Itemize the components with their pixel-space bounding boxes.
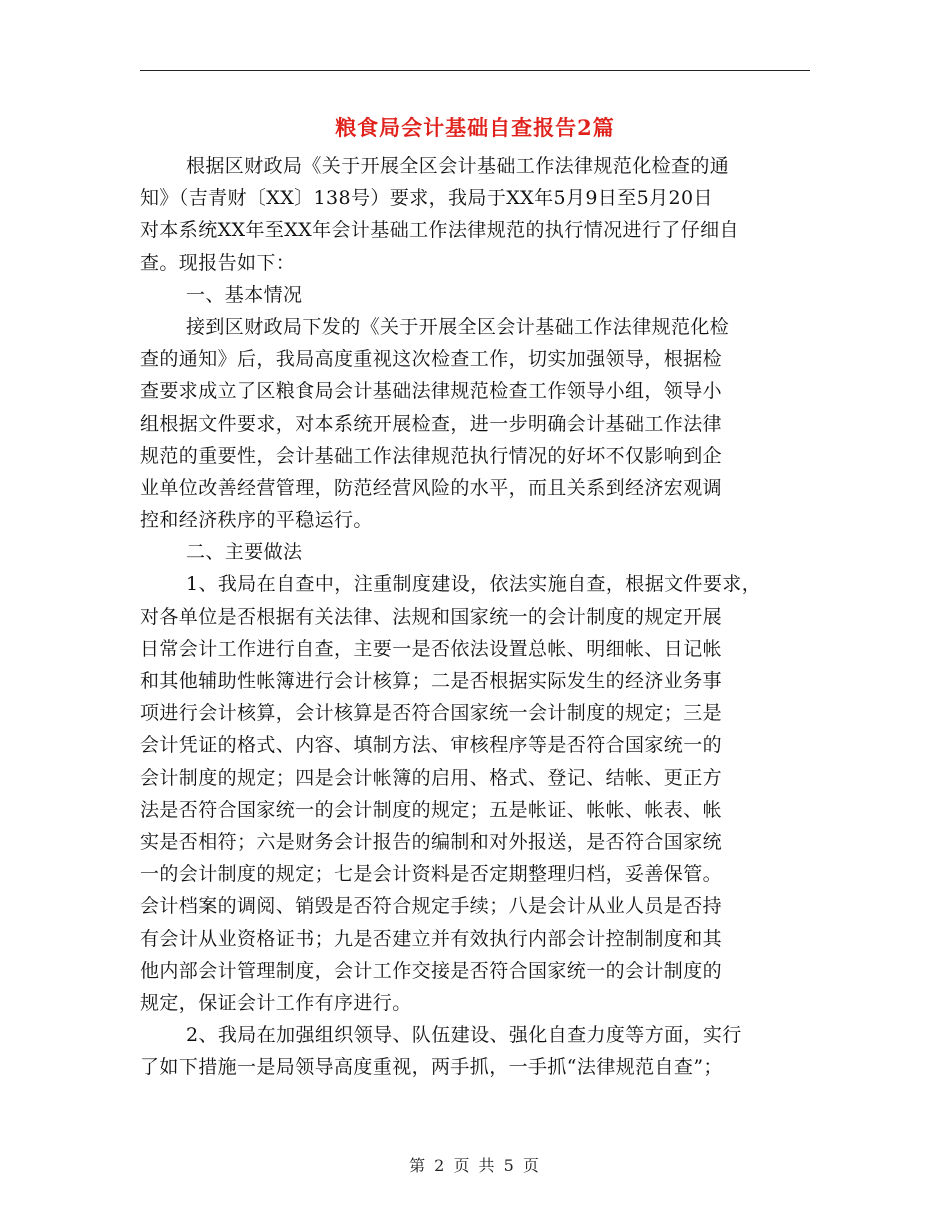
paragraph-line: 查。现报告如下： (140, 251, 296, 274)
paragraph-line: 他内部会计管理制度，会计工作交接是否符合国家统一的会计制度的 (140, 959, 723, 982)
paragraph-line: 有会计从业资格证书；九是否建立并有效执行内部会计控制制度和其 (140, 927, 723, 950)
paragraph-line: 组根据文件要求，对本系统开展检查，进一步明确会计基础工作法律 (140, 412, 723, 435)
paragraph-line: 业单位改善经营管理，防范经营风险的水平，而且关系到经济宏观调 (140, 476, 723, 499)
paragraph-line: 会计档案的调阅、销毁是否符合规定手续；八是会计从业人员是否持 (140, 895, 723, 918)
paragraph-line: 规定，保证会计工作有序进行。 (140, 991, 412, 1014)
paragraph-line: 会计凭证的格式、内容、填制方法、审核程序等是否符合国家统一的 (140, 734, 723, 757)
paragraph-line: 一的会计制度的规定；七是会计资料是否定期整理归档，妥善保管。 (140, 863, 723, 886)
paragraph-line: 根据区财政局《关于开展全区会计基础工作法律规范化检查的通 (186, 155, 730, 177)
section-heading: 一、基本情况 (186, 283, 303, 306)
paragraph-line: 1、我局在自查中，注重制度建设，依法实施自查，根据文件要求， (186, 573, 762, 596)
paragraph-line: 日常会计工作进行自查，主要一是否依法设置总帐、明细帐、日记帐 (140, 637, 723, 660)
paragraph-line: 接到区财政局下发的《关于开展全区会计基础工作法律规范化检 (186, 315, 730, 338)
paragraph-line: 控和经济秩序的平稳运行。 (140, 509, 373, 532)
paragraph-line: 2、我局在加强组织领导、队伍建设、强化自查力度等方面，实行 (186, 1024, 742, 1047)
page-number: 第 2 页 共 5 页 (409, 1156, 541, 1175)
paragraph-line: 实是否相符；六是财务会计报告的编制和对外报送，是否符合国家统 (140, 830, 723, 853)
paragraph-line: 和其他辅助性帐簿进行会计核算；二是否根据实际发生的经济业务事 (140, 670, 723, 692)
paragraph-line: 对本系统XX年至XX年会计基础工作法律规范的执行情况进行了仔细自 (140, 219, 739, 242)
header-rule (140, 70, 810, 71)
document-title: 粮食局会计基础自查报告2篇 (335, 115, 615, 140)
paragraph-line: 查的通知》后，我局高度重视这次检查工作，切实加强领导，根据检 (140, 348, 723, 371)
paragraph-line: 项进行会计核算，会计核算是否符合国家统一会计制度的规定；三是 (140, 702, 723, 725)
document-body (140, 150, 808, 1083)
paragraph-line: 规范的重要性，会计基础工作法律规范执行情况的好坏不仅影响到企 (140, 444, 723, 467)
section-heading: 二、主要做法 (186, 541, 303, 564)
paragraph-line: 知》（吉青财〔XX〕138号）要求，我局于XX年5月9日至5月20日 (140, 187, 713, 210)
paragraph-line: 查要求成立了区粮食局会计基础法律规范检查工作领导小组，领导小 (140, 380, 723, 403)
paragraph-line: 会计制度的规定；四是会计帐簿的启用、格式、登记、结帐、更正方 (140, 766, 723, 789)
paragraph-line: 了如下措施一是局领导高度重视，两手抓，一手抓“法律规范自查”； (140, 1056, 723, 1079)
paragraph-line: 对各单位是否根据有关法律、法规和国家统一的会计制度的规定开展 (140, 605, 723, 628)
paragraph-line: 法是否符合国家统一的会计制度的规定；五是帐证、帐帐、帐表、帐 (140, 798, 723, 821)
